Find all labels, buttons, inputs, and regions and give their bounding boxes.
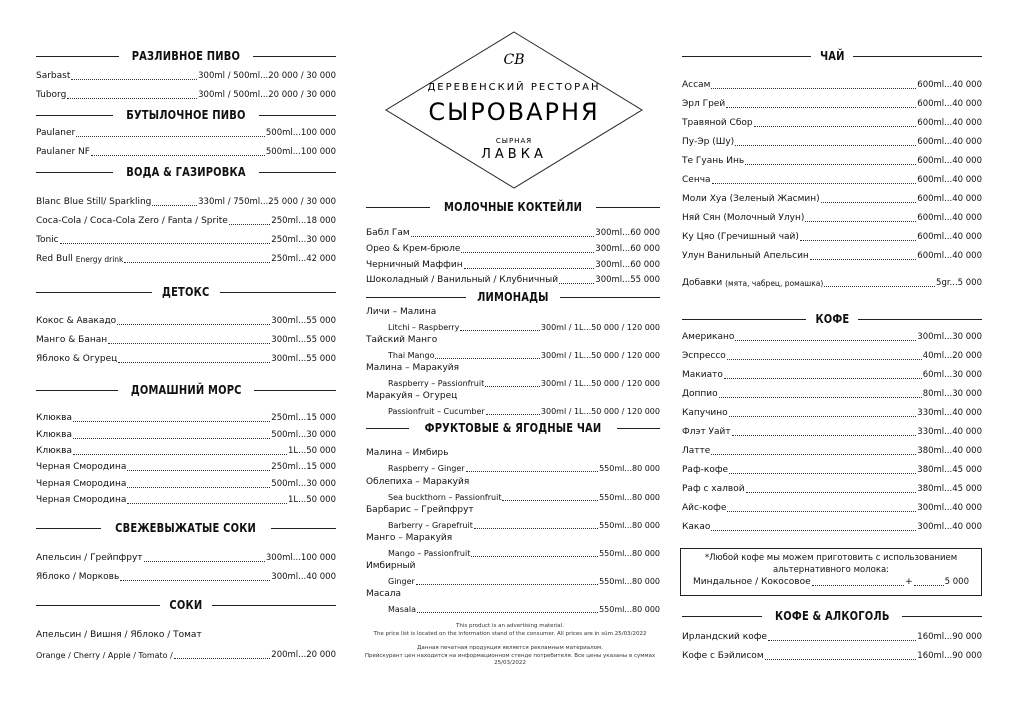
section-title: КОФЕ: [815, 312, 849, 326]
menu-item: Клюква 250ml...15 000: [36, 413, 336, 423]
section-title: РАЗЛИВНОЕ ПИВО: [131, 49, 241, 63]
menu-item: Tuborg 300ml / 500ml...20 000 / 30 000: [36, 90, 336, 100]
menu-item: Доппио 80ml...30 000: [682, 389, 982, 399]
note-option: Миндальное / Кокосовое + 5 000: [693, 577, 969, 587]
menu-item: Яблоко / Морковь 300ml...40 000: [36, 572, 336, 582]
logo-sub1: СЫРНАЯ: [495, 137, 533, 145]
section-coffee: [682, 311, 982, 327]
menu-item: Пу-Эр (Шу) 600ml...40 000: [682, 137, 982, 147]
section-lemonades: [366, 289, 660, 305]
menu-item: Улун Ванильный Апельсин 600ml...40 000: [682, 251, 982, 261]
logo-sub2: ЛАВКА: [481, 147, 547, 162]
menu-item: Paulaner 500ml...100 000: [36, 128, 336, 138]
item-label: Малина – Маракуйя: [366, 363, 460, 373]
section-title: КОФЕ & АЛКОГОЛЬ: [774, 609, 890, 623]
section-bottled-beer: [36, 107, 336, 123]
menu-item: Моли Хуа (Зеленый Жасмин) 600ml...40 000: [682, 194, 982, 204]
menu-item: Raspberry – Passionfruit 300ml / 1L...50 000 / 120 000: [388, 379, 660, 388]
menu-item: Черничный Маффин 300ml...60 000: [366, 260, 660, 270]
menu-item: Добавки (мята, чабрец, ромашка) 5gr...5 000: [682, 278, 982, 288]
menu-item: Blanc Blue Still/ Sparkling 330ml / 750ml...25 000 / 30 000: [36, 197, 336, 207]
menu-item: Капучино 330ml...40 000: [682, 408, 982, 418]
menu-item: Няй Сян (Молочный Улун) 600ml...40 000: [682, 213, 982, 223]
alt-milk-note: [680, 548, 982, 596]
menu-item: Ginger 550ml...80 000: [388, 577, 660, 586]
menu-item: Орео & Крем-брюле 300ml...60 000: [366, 244, 660, 254]
section-fruit-teas: [366, 420, 660, 436]
right-column: [682, 0, 982, 724]
menu-item: Клюква 500ml...30 000: [36, 430, 336, 440]
item-label: Имбирный: [366, 561, 416, 571]
menu-item: Яблоко & Огурец 300ml...55 000: [36, 354, 336, 364]
section-fresh: [36, 520, 336, 536]
logo-top-text: ДЕРЕВЕНСКИЙ РЕСТОРАН: [427, 82, 601, 93]
menu-item: Айс-кофе 300ml...40 000: [682, 503, 982, 513]
menu-item: Черная Смородина 1L...50 000: [36, 495, 336, 505]
menu-item: Бабл Гам 300ml...60 000: [366, 228, 660, 238]
menu-item: Сенча 600ml...40 000: [682, 175, 982, 185]
menu-item: Флэт Уайт 330ml...40 000: [682, 427, 982, 437]
section-title: СОКИ: [169, 598, 203, 612]
section-title: ВОДА & ГАЗИРОВКА: [126, 165, 246, 179]
juices-label: Апельсин / Вишня / Яблоко / Томат: [36, 630, 202, 640]
item-label: Тайский Манго: [366, 335, 438, 345]
menu-item: Кокос & Авакадо 300ml...55 000: [36, 316, 336, 326]
menu-item: Masala 550ml...80 000: [388, 605, 660, 614]
menu-item: Thai Mango 300ml / 1L...50 000 / 120 000: [388, 351, 660, 360]
item-label: Маракуйя – Огурец: [366, 391, 458, 401]
section-title: БУТЫЛОЧНОЕ ПИВО: [126, 108, 246, 122]
section-water-soda: [36, 164, 336, 180]
item-label: Масала: [366, 589, 402, 599]
item-label: Барбарис – Грейпфрут: [366, 505, 474, 515]
item-label: Личи – Малина: [366, 307, 437, 317]
menu-item: Какао 300ml...40 000: [682, 522, 982, 532]
menu-item: Латте 380ml...40 000: [682, 446, 982, 456]
menu-item: Кофе с Бэйлисом 160ml...90 000: [682, 651, 982, 661]
menu-item: Sea buckthorn – Passionfruit 550ml...80 000: [388, 493, 660, 502]
logo-brand: СЫРОВАРНЯ: [428, 98, 600, 126]
menu-item: Эрл Грей 600ml...40 000: [682, 99, 982, 109]
section-title: ЛИМОНАДЫ: [477, 290, 549, 304]
menu-item: Раф с халвой 380ml...45 000: [682, 484, 982, 494]
footer-en-2: The price list is located on the information stand of the consumer. All prices are in sŭm 25/03/2022: [373, 631, 647, 637]
section-juices: [36, 597, 336, 613]
item-label: Облепиха – Маракуйя: [366, 477, 470, 487]
left-column: [36, 0, 336, 724]
menu-item: Red Bull Energy drink 250ml...42 000: [36, 254, 336, 264]
section-mors: [36, 382, 336, 398]
menu-item: Ирландский кофе 160ml...90 000: [682, 632, 982, 642]
section-title: ЧАЙ: [819, 49, 845, 63]
menu-item: Sarbast 300ml / 500ml...20 000 / 30 000: [36, 71, 336, 81]
menu-item: Paulaner NF 500ml...100 000: [36, 147, 336, 157]
section-tea: [682, 48, 982, 64]
menu-item: Апельсин / Грейпфрут 300ml...100 000: [36, 553, 336, 563]
menu-item: Mango – Passionfruit 550ml...80 000: [388, 549, 660, 558]
section-coffee-alcohol: [682, 608, 982, 624]
item-label: Манго – Маракуйя: [366, 533, 453, 543]
menu-item: Манго & Банан 300ml...55 000: [36, 335, 336, 345]
menu-item: Шоколадный / Ванильный / Клубничный 300ml...55 000: [366, 275, 660, 285]
section-title: ФРУКТОВЫЕ & ЯГОДНЫЕ ЧАИ: [424, 421, 602, 435]
menu-item: Coca-Cola / Coca-Cola Zero / Fanta / Sprite 250ml...18 000: [36, 216, 336, 226]
menu-item: Litchi – Raspberry 300ml / 1L...50 000 / 120 000: [388, 323, 660, 332]
section-milkshakes: [366, 199, 660, 215]
menu-item: Макиато 60ml...30 000: [682, 370, 982, 380]
item-label: Малина – Имбирь: [366, 448, 449, 458]
menu-item: Tonic 250ml...30 000: [36, 235, 336, 245]
menu-item: Passionfruit – Cucumber 300ml / 1L...50 000 / 120 000: [388, 407, 660, 416]
menu-item: Barberry – Grapefruit 550ml...80 000: [388, 521, 660, 530]
section-title: СВЕЖЕВЫЖАТЫЕ СОКИ: [115, 521, 257, 535]
footer-ru-2: Прейскурант цен находится на информационном стенде потребителя. Все цены указаны в суммах 25/03/2022: [364, 653, 656, 666]
section-title: МОЛОЧНЫЕ КОКТЕЙЛИ: [443, 200, 583, 214]
menu-item: Американо 300ml...30 000: [682, 332, 982, 342]
menu-item: Ку Цяо (Гречишный чай) 600ml...40 000: [682, 232, 982, 242]
menu-item: Травяной Сбор 600ml...40 000: [682, 118, 982, 128]
middle-column: [366, 0, 660, 724]
menu-item: Черная Смородина 500ml...30 000: [36, 479, 336, 489]
footer-en-1: This product is an advertising material.: [456, 623, 564, 629]
section-draft-beer: [36, 48, 336, 64]
menu-item: Клюква 1L...50 000: [36, 446, 336, 456]
menu-item: Ассам 600ml...40 000: [682, 80, 982, 90]
note-line-2: альтернативного молока:: [772, 565, 890, 575]
section-title: ДОМАШНИЙ МОРС: [130, 383, 242, 397]
logo-monogram: CB: [503, 52, 525, 68]
section-title: ДЕТОКС: [162, 285, 210, 299]
menu-item: Orange / Cherry / Apple / Tomato / 200ml...20 000: [36, 650, 336, 660]
menu-item: Черная Смородина 250ml...15 000: [36, 462, 336, 472]
note-line-1: *Любой кофе мы можем приготовить с использованием: [704, 553, 958, 563]
menu-item: Эспрессо 40ml...20 000: [682, 351, 982, 361]
menu-item: Raspberry – Ginger 550ml...80 000: [388, 464, 660, 473]
menu-item: Раф-кофе 380ml...45 000: [682, 465, 982, 475]
footer-ru-1: Данная печатная продукция является рекламным материалом.: [417, 645, 603, 651]
menu-item: Те Гуань Инь 600ml...40 000: [682, 156, 982, 166]
section-detox: [36, 284, 336, 300]
